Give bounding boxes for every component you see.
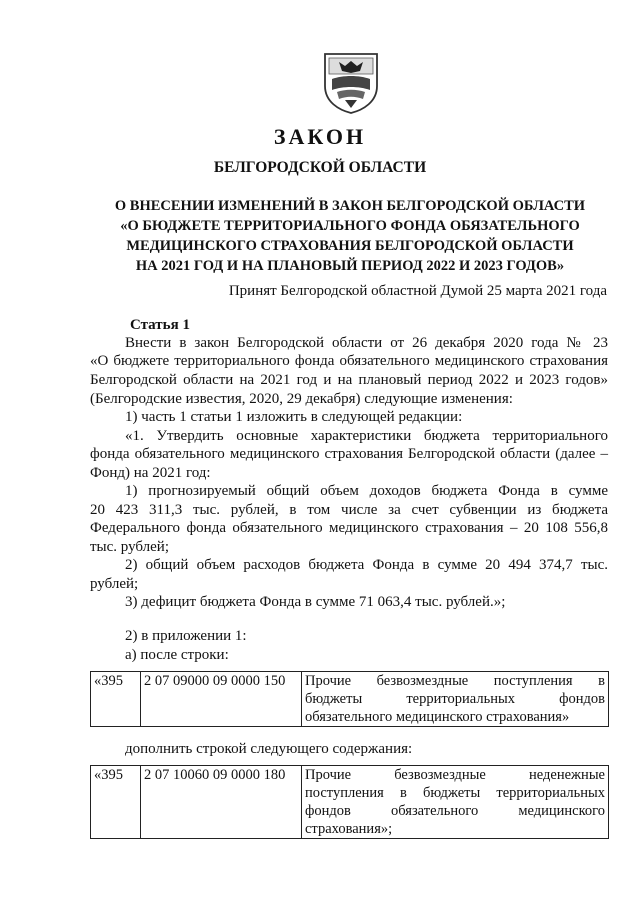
budget-table-existing (90, 671, 609, 727)
body-line: 2) общий объем расходов бюджета Фонда в сумме 20 494 374,7 тыс. (125, 557, 608, 573)
cell-line: фондов обязательного медицинского (305, 803, 605, 819)
body-line: тыс. рублей; (90, 539, 169, 555)
body-line: Белгородской области на 2021 год и на плановый период 2022 и 2023 годов» (90, 372, 608, 388)
law-subject (60, 196, 640, 276)
region-name: БЕЛГОРОДСКОЙ ОБЛАСТИ (213, 159, 427, 176)
adoption-note: Принят Белгородской областной Думой 25 марта 2021 года (228, 283, 607, 299)
table-cell-name (302, 766, 609, 839)
document-title: ЗАКОН (273, 124, 367, 149)
cell-line: Прочие безвозмездные поступления в (305, 673, 605, 689)
body-line: фонда обязательного медицинского страхования Белгородской области (далее – (90, 446, 608, 462)
body-line: «О бюджете территориального фонда обязательного медицинского страхования (90, 353, 608, 369)
body-line: 20 423 311,3 тыс. рублей, в том числе за счет субвенции из бюджета (90, 502, 608, 518)
body-line: «1. Утвердить основные характеристики бюджета территориального (125, 428, 608, 444)
body-line: (Белгородские известия, 2020, 29 декабря) следующие изменения: (90, 391, 513, 407)
body-line: дополнить строкой следующего содержания: (125, 741, 413, 757)
body-line: а) после строки: (125, 647, 229, 663)
cell-line: Прочие безвозмездные неденежные (305, 767, 605, 783)
subject-line: О ВНЕСЕНИИ ИЗМЕНЕНИЙ В ЗАКОН БЕЛГОРОДСКОЙ ОБЛАСТИ (114, 198, 586, 214)
table-cell-name (302, 672, 609, 727)
cell-line: бюджеты территориальных фондов (305, 691, 605, 707)
budget-table-added (90, 765, 609, 839)
table-row (91, 672, 609, 727)
table-cell-kbk: 2 07 10060 09 0000 180 (141, 766, 302, 839)
body-line: рублей; (90, 576, 139, 592)
cell-line: поступления в бюджеты территориальных (305, 785, 605, 801)
coat-of-arms-icon (323, 52, 379, 114)
cell-line: обязательного медицинского страхования» (305, 709, 570, 725)
body-line: Внести в закон Белгородской области от 26 декабря 2020 года № 23 (125, 335, 608, 351)
subject-line: «О БЮДЖЕТЕ ТЕРРИТОРИАЛЬНОГО ФОНДА ОБЯЗАТЕЛЬНОГО (120, 218, 580, 234)
subject-line: НА 2021 ГОД И НА ПЛАНОВЫЙ ПЕРИОД 2022 И 2023 ГОДОВ» (135, 258, 565, 274)
table-cell-code: «395 (91, 766, 141, 839)
body-line: 3) дефицит бюджета Фонда в сумме 71 063,4 тыс. рублей.»; (125, 594, 506, 610)
cell-line: страхования»; (305, 821, 393, 837)
table-cell-kbk: 2 07 09000 09 0000 150 (141, 672, 302, 727)
body-line: Федерального фонда обязательного медицинского страхования – 20 108 556,8 (90, 520, 608, 536)
article-heading: Статья 1 (130, 317, 190, 333)
table-row (91, 766, 609, 839)
body-line: 2) в приложении 1: (125, 628, 247, 644)
body-line: 1) часть 1 статьи 1 изложить в следующей редакции: (125, 409, 463, 425)
table-cell-code: «395 (91, 672, 141, 727)
body-line: 1) прогнозируемый общий объем доходов бюджета Фонда в сумме (125, 483, 608, 499)
subject-line: МЕДИЦИНСКОГО СТРАХОВАНИЯ БЕЛГОРОДСКОЙ ОБЛАСТИ (126, 238, 574, 254)
body-line: Фонд) на 2021 год: (90, 465, 211, 481)
